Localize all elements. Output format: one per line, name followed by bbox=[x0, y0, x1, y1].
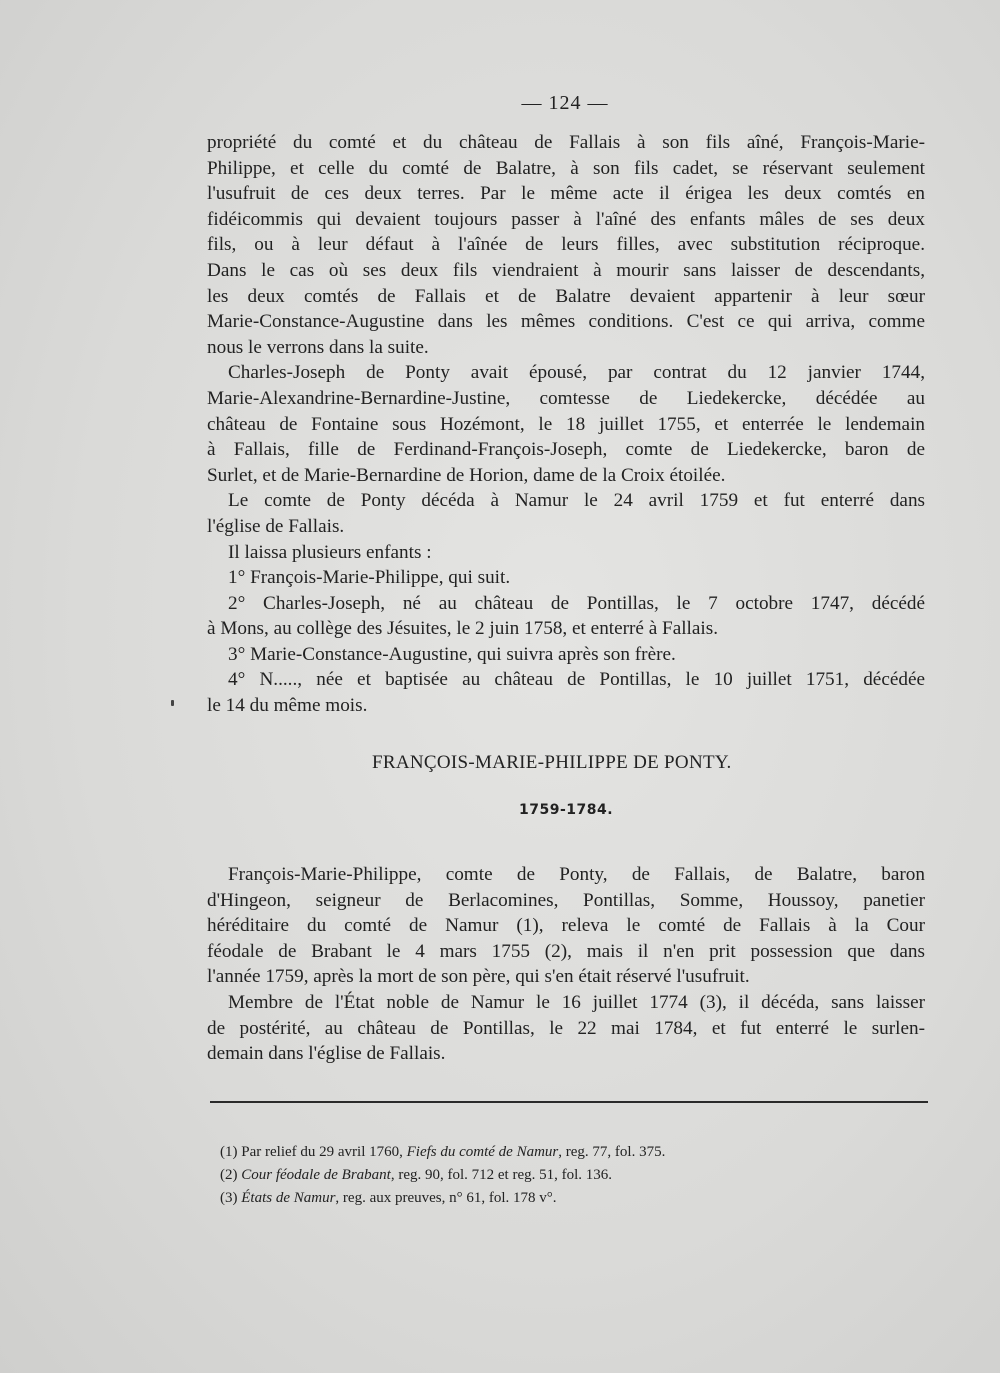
text-line: Il laissa plusieurs enfants : bbox=[228, 541, 432, 563]
text-line: propriété du comté et du château de Fallais à son fils aîné, François-Marie- bbox=[207, 132, 925, 153]
footnote-divider bbox=[210, 1101, 928, 1103]
body-text-top bbox=[207, 130, 925, 719]
paragraph bbox=[207, 130, 925, 360]
text-line: fidéicommis qui devaient toujours passer à l'aîné des enfants mâles de ses deux bbox=[207, 208, 925, 230]
footnote-mark: (2) bbox=[220, 1167, 238, 1183]
footnote-before: Par relief du 29 avril 1760, bbox=[237, 1144, 407, 1160]
text-line: Charles-Joseph de Ponty avait épousé, par contrat du 12 janvier 1744, bbox=[228, 362, 925, 384]
footnote-italic: Cour féodale de Brabant bbox=[241, 1167, 391, 1183]
text-line: de postérité, au château de Pontillas, le 22 mai 1784, et fut enterré le surlen- bbox=[207, 1017, 925, 1039]
paragraph bbox=[207, 862, 925, 990]
text-line: à Mons, au collège des Jésuites, le 2 juin 1758, et enterré à Fallais. bbox=[207, 618, 718, 640]
footnote-after: , reg. 77, fol. 375. bbox=[558, 1144, 666, 1160]
footnote bbox=[220, 1164, 665, 1187]
text-line: Marie-Constance-Augustine dans les mêmes conditions. C'est ce qui arriva, comme bbox=[207, 311, 925, 333]
text-line: Surlet, et de Marie-Bernardine de Horion, dame de la Croix étoilée. bbox=[207, 464, 726, 486]
text-line: à Fallais, fille de Ferdinand-François-Joseph, comte de Liedekercke, baron de bbox=[207, 439, 925, 461]
text-line: Philippe, et celle du comté de Balatre, à son fils cadet, se réservant seulement bbox=[207, 157, 925, 179]
footnote-mark: (3) bbox=[220, 1190, 238, 1206]
footnote-italic: États de Namur bbox=[241, 1190, 336, 1206]
text-line: le 14 du même mois. bbox=[207, 695, 368, 717]
footnotes bbox=[220, 1141, 665, 1210]
text-line: les deux comtés de Fallais et de Balatre devaient appartenir à leur sœur bbox=[207, 285, 925, 307]
paragraph bbox=[207, 667, 925, 718]
text-line: héréditaire du comté de Namur (1), releva le comté de Fallais à la Cour bbox=[207, 915, 925, 937]
footnote bbox=[220, 1141, 665, 1164]
text-line: 3° Marie-Constance-Augustine, qui suivra après son frère. bbox=[228, 643, 676, 665]
paragraph bbox=[207, 990, 925, 1067]
text-line: château de Fontaine sous Hozémont, le 18 juillet 1755, et enterrée le lendemain bbox=[207, 413, 925, 435]
text-line: nous le verrons dans la suite. bbox=[207, 336, 429, 358]
paragraph bbox=[207, 565, 925, 591]
text-line: l'année 1759, après la mort de son père, qui s'en était réservé l'usufruit. bbox=[207, 966, 750, 988]
footnote-italic: Fiefs du comté de Namur bbox=[406, 1144, 559, 1160]
margin-mark bbox=[171, 700, 174, 706]
text-line: 4° N....., née et baptisée au château de Pontillas, le 10 juillet 1751, décédée bbox=[228, 669, 925, 691]
page-number: — 124 — bbox=[521, 92, 609, 114]
text-line: 2° Charles-Joseph, né au château de Pontillas, le 7 octobre 1747, décédé bbox=[228, 592, 925, 614]
paragraph bbox=[207, 488, 925, 539]
paragraph bbox=[207, 642, 925, 668]
text-line: Le comte de Ponty décéda à Namur le 24 avril 1759 et fut enterré dans bbox=[228, 490, 925, 512]
text-line: l'église de Fallais. bbox=[207, 515, 345, 537]
text-line: Marie-Alexandrine-Bernardine-Justine, comtesse de Liedekercke, décédée au bbox=[207, 387, 925, 409]
body-text-bottom bbox=[207, 862, 925, 1067]
section-years: 1759-1784. bbox=[519, 802, 614, 818]
paragraph bbox=[207, 360, 925, 488]
footnote-after: , reg. 90, fol. 712 et reg. 51, fol. 136. bbox=[390, 1167, 613, 1183]
footnote-mark: (1) bbox=[220, 1144, 238, 1160]
footnote-after: , reg. aux preuves, n° 61, fol. 178 v°. bbox=[335, 1190, 557, 1206]
text-line: l'usufruit de ces deux terres. Par le même acte il érigea les deux comtés en bbox=[207, 183, 925, 205]
paragraph bbox=[207, 540, 925, 566]
footnote bbox=[220, 1187, 665, 1210]
text-line: Membre de l'État noble de Namur le 16 juillet 1774 (3), il décéda, sans laisser bbox=[228, 991, 925, 1013]
text-line: fils, ou à leur défaut à l'aînée de leurs filles, avec substitution réciproque. bbox=[207, 234, 925, 256]
text-line: d'Hingeon, seigneur de Berlacomines, Pontillas, Somme, Houssoy, panetier bbox=[207, 889, 925, 911]
text-line: Dans le cas où ses deux fils viendraient à mourir sans laisser de descendants, bbox=[207, 259, 925, 281]
text-line: féodale de Brabant le 4 mars 1755 (2), mais il n'en prit possession que dans bbox=[207, 940, 925, 962]
text-line: François-Marie-Philippe, comte de Ponty, de Fallais, de Balatre, baron bbox=[228, 864, 925, 885]
text-line: demain dans l'église de Fallais. bbox=[207, 1043, 446, 1065]
text-line: 1° François-Marie-Philippe, qui suit. bbox=[228, 567, 511, 589]
section-heading: FRANÇOIS-MARIE-PHILIPPE DE PONTY. bbox=[372, 752, 732, 773]
paragraph bbox=[207, 591, 925, 642]
